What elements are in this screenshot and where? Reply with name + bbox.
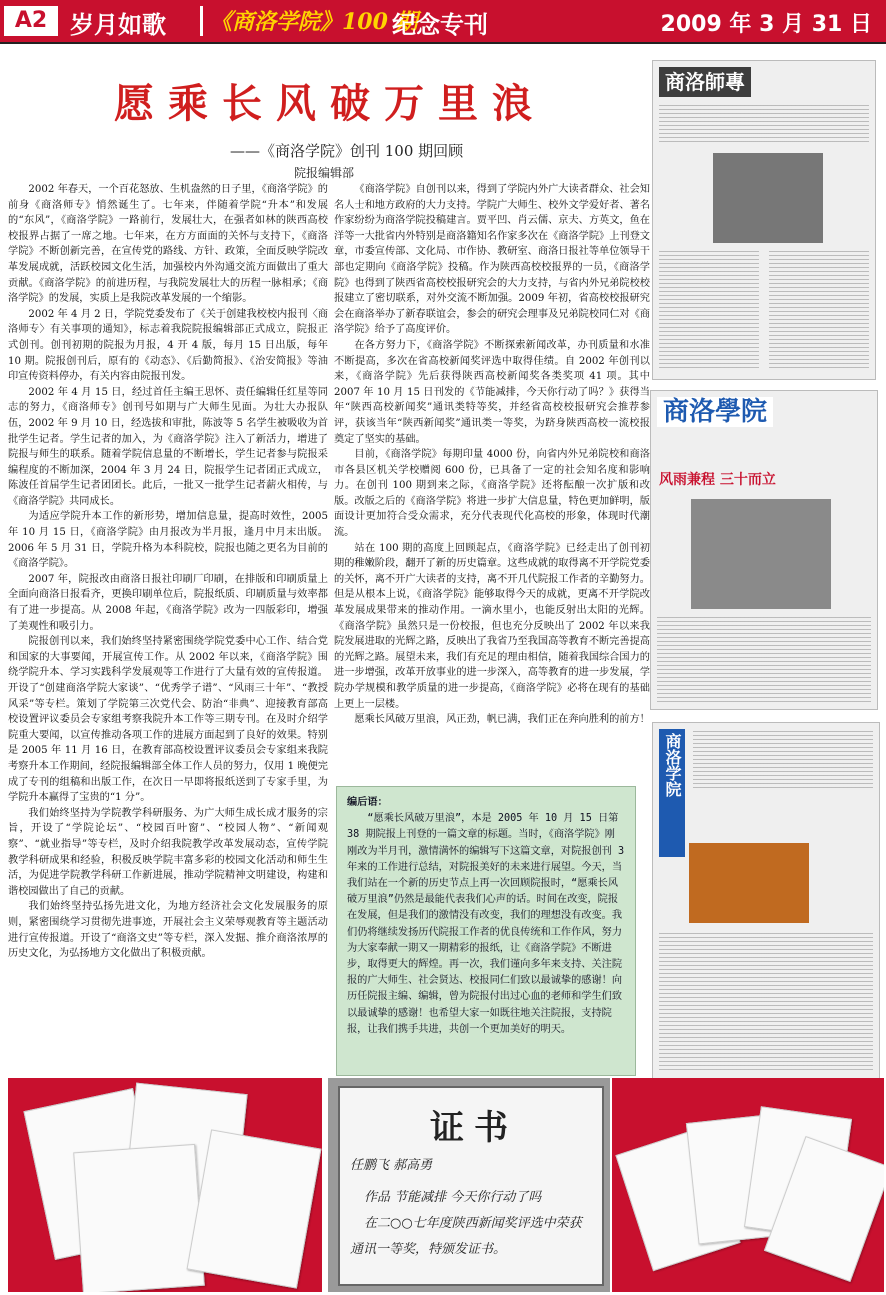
issue-label: 《商洛学院》100 期	[210, 9, 418, 35]
editor-note-box	[336, 786, 636, 1076]
text-block	[693, 731, 873, 791]
certificate	[338, 1086, 604, 1286]
newspaper-stack-photo	[8, 1078, 322, 1292]
newspaper	[187, 1129, 322, 1288]
thumbnail-masthead: 商洛學院	[657, 397, 773, 427]
text-block	[659, 933, 873, 1073]
newspaper-thumbnail-1	[652, 60, 876, 380]
article-column-right	[334, 182, 650, 772]
text-block	[659, 105, 869, 145]
paragraph: 目前，《商洛学院》每期印量 4000 份，向省内外兄弟院校和商洛市各县区机关学校赠阅 600 份，已具备了一定的社会知名度和影响力。在创刊 100 期到来之际，《商洛学院》还将酝酿一次扩版和改版。改版之后的《商洛学院》将进一步扩大信息量，特色更加鲜明，版面设计更加符合受众需求，充分代表现代化高校的形象，体现时代潮流。	[334, 449, 650, 539]
photo	[691, 499, 831, 609]
paragraph: 院报创刊以来，我们始终坚持紧密围绕学院党委中心工作、结合党和国家的大事要闻，开展宣传工作。从 2002 年以来，《商洛学院》围绕学院升本、学习实践科学发展观等工作进行了大量有效的宣传报道。开设了“创建商洛学院大家谈”、“优秀学子谱”、“风雨三十年”、“教授风采”等专栏。策划了学院第三次党代会、防治“非典”、迎接教育部高校设置评议委员会专家组考察我院升本工作等三期专刊。在及时介绍学院重大要闻，以宣传推动各项工作的进展方面起到了良好的效果。特别是 2005 年 11 月 16 日，在教育部高校设置评议委员会专家组来我院考察升本工作期间，经院报编辑部全体工作人员的努力，仅用 1 晚便完成了专刊的组稿和出版工作，在次日一早即将报纸送到了专家手里，为学院升本赢得了宝贵的“1 分”。	[8, 636, 328, 804]
newspaper-thumbnail-3	[652, 722, 880, 1082]
article-subtitle: ——《商洛学院》创刊 100 期回顾	[230, 142, 464, 160]
text-block	[657, 617, 871, 703]
article-title: 愿乘长风破万里浪	[114, 80, 546, 127]
newspaper-fan-photo	[612, 1078, 884, 1292]
paragraph: 我们始终坚持为学院教学科研服务、为广大师生成长成才服务的宗旨，开设了“学院论坛”、“校园百叶窗”、“校园人物”、“新闻观察”、“就业指导”等专栏，及时介绍我院教学改革发展动态，宣传学院教学科研成果和经验，积极反映学院丰富多彩的校园文化活动和师生生活，为促进学院教学科研工作新进展，推动学院精神文明建设，构建和谐校园做出了自己的贡献。	[8, 807, 328, 897]
article-byline: 院报编辑部	[294, 166, 355, 180]
header-rule	[0, 42, 886, 44]
photo	[713, 153, 823, 243]
paragraph: 2002 年 4 月 2 日，学院党委发布了《关于创建我校校内报刊〈商洛师专〉有关事项的通知》，标志着我院院报编辑部正式成立，院报正式创刊。创刊初期的院报为月报，4 开 4 版，每月 15 日出版，每年 10 期。院报创刊后，原有的《动态》、《后勤简报》、《治安简报》等油印宣传资料停办，有关内容由院报刊发。	[8, 308, 328, 383]
photo	[689, 843, 809, 923]
publication-date: 2009 年 3 月 31 日	[660, 12, 872, 37]
editor-note-text: “愿乘长风破万里浪”，本是 2005 年 10 月 15 日第 38 期院报上刊登的一篇文章的标题。当时，《商洛学院》刚刚改为半月刊，激情满怀的编辑写下这篇文章，对院报创刊 3 年来的工作进行总结，对院报美好的未来进行展望。今天，当我们站在一个新的历史节点上再一次回顾院报时，“愿乘长风破万里浪”仍然是最能代表我们心声的话。时间在改变，院报在发展，但是我们的激情没有改变，我们的理想没有改变。我们仍将继续发扬历代院报工作者的优良传统和工作作风，努力为大家奉献一期又一期精彩的报纸，让《商洛学院》不断进步，取得更大的辉煌。再一次，我们谨向多年来支持、关注院报的广大师生、社会贤达、校报同仁们致以最诚挚的感谢！向历任院报主编、编辑，曾为院报付出过心血的老师和学生们致以最诚挚的感谢！也希望大家一如既往地关注院报，支持院报，让我们携手共进，共创一个更加美好的明天。	[347, 813, 625, 1035]
special-edition-label: 纪念专刊	[392, 11, 488, 39]
paragraph: 站在 100 期的高度上回顾起点，《商洛学院》已经走出了创刊初期的稚嫩阶段，翻开了新的历史篇章。这些成就的取得离不开学院党委的关怀，离不开广大读者的支持，离不开几代院报工作者的辛勤努力。但是从根本上说，《商洛学院》能够取得今天的成就，更离不开学院改革发展成果带来的推动作用。一滴水里小，也能反射出太阳的光辉。《商洛学院》虽然只是一份校报，但也充分反映出了 2002 年以来我院发展进取的光辉之路，反映出了我省乃至我国高等教育不断完善提高的光辉之路。展望未来，我们有充足的理由相信，随着我国综合国力的进一步增强，改革开放事业的进一步深入，高等教育的进一步发展，学院办学规模和教学质量的进一步提高，《商洛学院》必将在现有的基础上更上一层楼。	[334, 542, 650, 710]
paragraph: 2002 年 4 月 15 日，经过首任主编王思怀、责任编辑任红星等同志的努力，《商洛师专》创刊号如期与广大师生见面。为壮大办报队伍，2002 年 9 月 10 日，经选拔和审批，陈波等 5 名学生被吸收为首批学生记者。学生记者的加入，为《商洛学院》注入了新活力，增进了院报与师生的联系。随着学院信息量的不断增长，学生记者参与院报采编程度的不断加深，2004 年 3 月 24 日，院报学生记者团正式成立，陈波任首届学生记者团团长。此后，一批又一批学生记者薪火相传，与《商洛学院》共同成长。	[8, 386, 328, 507]
certificate-title: 证书	[430, 1108, 518, 1148]
thumbnail-masthead: 商洛師專	[659, 67, 751, 97]
page-header	[0, 0, 886, 42]
newspaper	[73, 1144, 205, 1292]
certificate-line: 在二○○七年度陕西新闻奖评选中荣获	[364, 1216, 582, 1231]
thumbnail-masthead: 商洛学院	[659, 729, 685, 857]
paragraph: 《商洛学院》自创刊以来，得到了学院内外广大读者群众、社会知名人士和地方政府的大力支持。学院广大师生、校外文学爱好者、著名作家纷纷为商洛学院投稿建言。贾平凹、肖云儒、京夫、方英文，鱼在洋等一大批省内外特别是商洛籍知名作家多次在《商洛学院》上刊登文章，市委宣传部、文化局、市作协、教研室、商洛日报社等单位领导干部也定期向《商洛学院》投稿。作为陕西高校校报界的一员，《商洛学院》也得到了陕西省高校校报研究会的大力支持，与省内外兄弟院校校报建立了密切联系，对外交流不断加强。2009 年初，省高校校报研究会在商洛举办了新春联谊会，参会的研究会理事及兄弟院校同仁对《商洛学院》给予了高度评价。	[334, 184, 650, 336]
thumbnail-headline: 风雨兼程 三十而立	[659, 472, 776, 488]
paragraph: 为适应学院升本工作的新形势，增加信息量，提高时效性，2005 年 10 月 15 日，《商洛学院》由月报改为半月报，逢月中月末出版。2006 年 5 月 31 日，学院升格为本科院校，院报也随之更名为目前的《商洛学院》。	[8, 511, 328, 570]
paragraph: 2007 年，院报改由商洛日报社印刷厂印刷，在排版和印刷质量上全面向商洛日报看齐，更换印刷单位后，院报纸质、印刷质量与效率都有了进一步提高。从 2008 年起，《商洛学院》改为一四版彩印，增强了美观性和吸引力。	[8, 573, 328, 632]
header-divider	[200, 6, 203, 36]
paragraph: 在各方努力下，《商洛学院》不断探索新闻改革，办刊质量和水准不断提高，多次在省高校新闻奖评选中取得佳绩。自 2002 年创刊以来，《商洛学院》先后获得陕西高校新闻奖各类奖项 41 项。其中 2007 年 10 月 15 日刊发的《节能减排，今天你行动了吗？》获得当年“陕西高校新闻奖”通讯类特等奖，并经省高校校报研究会推荐参评，获该当年“陕西新闻奖”通讯类一等奖，为跻身陕西高校一流校报奠定了坚实的基础。	[334, 339, 650, 445]
newspaper-thumbnail-2	[650, 390, 878, 710]
editor-note-label: 编后语：	[347, 797, 388, 808]
text-block	[769, 251, 869, 371]
certificate-line: 作品 节能减排 今天你行动了吗	[364, 1190, 542, 1205]
certificate-line: 通讯一等奖，特颁发证书。	[350, 1242, 507, 1257]
article-column-left	[8, 182, 328, 1062]
certificate-names: 任鹏飞 郝高勇	[350, 1158, 433, 1173]
paragraph: 2002 年春天，一个百花怒放、生机盎然的日子里，《商洛学院》的前身《商洛师专》悄然诞生了。七年来，伴随着学院“升本”和发展的“东风”，《商洛学院》一路前行，发展壮大，在强者如林的陕西高校校报界占据了一席之地。七年来，在方方面面的关怀与支持下，《商洛学院》不断创新完善，在宣传党的路线、方针、政策，全面反映学院改革发展成就，活跃校园文化生活，加强校内外沟通交流方面做出了重大贡献。《商洛学院》的前进历程，与我院发展壮大的历程一脉相承；《商洛学院》的发展，实质上是我院改革发展的一个缩影。	[8, 184, 328, 305]
certificate-photo	[328, 1078, 610, 1292]
column-name: 岁月如歌	[70, 11, 166, 39]
page-number: A2	[4, 6, 58, 36]
paragraph: 我们始终坚持弘扬先进文化，为地方经济社会文化发展服务的原则，紧密围绕学习贯彻先进事迹，开展社会主义荣辱观教育等主题活动进行宣传报道。开设了“商洛文史”等专栏，深入发掘、推介商洛浓厚的历史文化，为弘扬地方文化做出了积极贡献。	[8, 901, 328, 960]
paragraph: 愿乘长风破万里浪，风正劲，帆已满，我们正在奔向胜利的前方！	[354, 714, 650, 726]
text-block	[659, 251, 759, 371]
